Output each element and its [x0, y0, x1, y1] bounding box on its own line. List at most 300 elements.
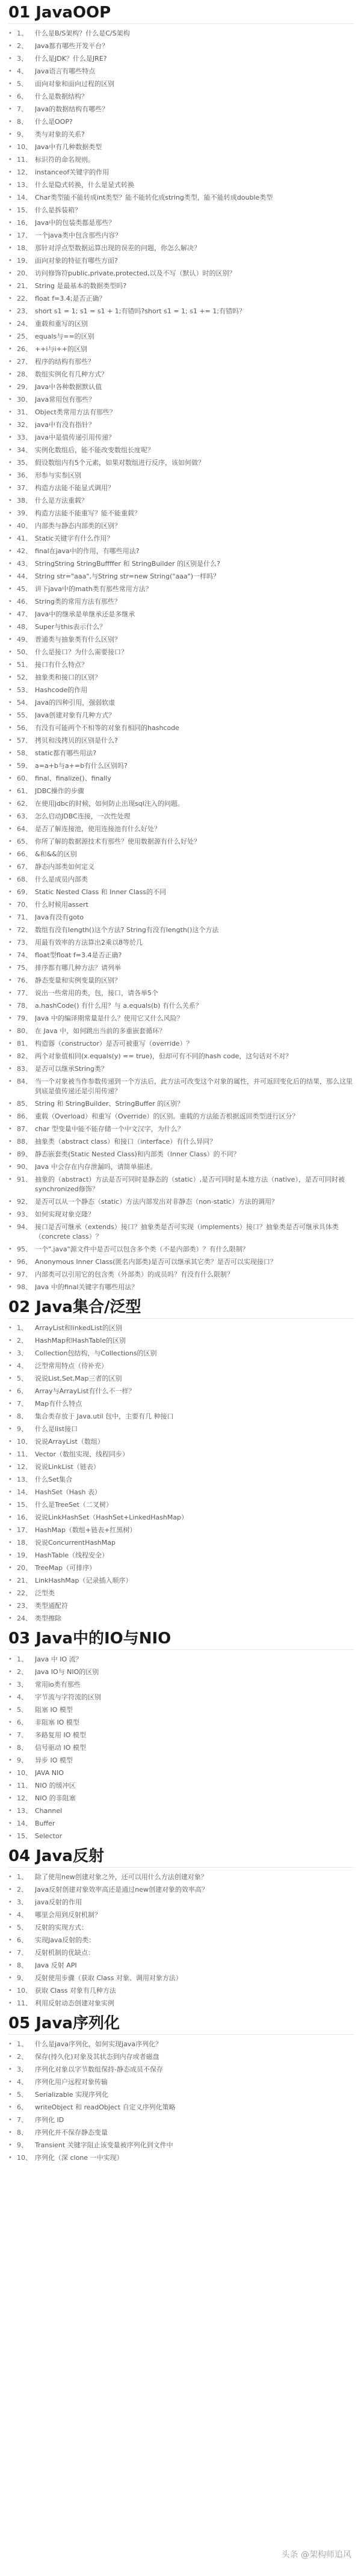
item-number: 13、 [17, 1476, 32, 1483]
bullet-icon: • [8, 396, 12, 403]
item-text: Anonymous Inner Class(匿名内部类)是否可以继承其它类？是否可以实现接口？ [35, 1258, 277, 1266]
list-item [8, 1997, 354, 2010]
bullet-icon: • [8, 1656, 12, 1663]
bullet-icon: • [8, 81, 12, 87]
item-number: 16、 [17, 1513, 32, 1521]
item-number: 11、 [17, 1450, 32, 1458]
item-text: 那针对浮点型数据运算出现的误差的问题，你怎么解决？ [35, 244, 200, 252]
list-item [8, 1256, 354, 1268]
list-item [8, 595, 354, 608]
item-text: Object类常用方法有那些？ [35, 408, 116, 416]
bullet-icon: • [8, 889, 12, 895]
list-item [8, 1830, 354, 1842]
item-text: a.hashCode() 有什么用？与 a.equals(b) 有什么关系？ [35, 1002, 202, 1010]
item-text: 两个对象值相同(x.equals(y) == true)，但却可有不同的hash code，这句话对不对？ [35, 1052, 292, 1060]
list-item [8, 545, 354, 557]
item-text: 抽象类和接口的区别？ [35, 673, 101, 681]
item-number: 85、 [17, 1100, 32, 1108]
item-number: 5、 [17, 1924, 28, 1931]
list-item [8, 204, 354, 216]
list-item [8, 1281, 354, 1293]
item-text: 实现Java反射的类： [35, 1936, 96, 1944]
item-number: 30、 [17, 396, 32, 403]
document [0, 4, 361, 2164]
item-text: java中是值传递引用传递？ [35, 434, 116, 441]
list-item [8, 494, 354, 507]
item-text: String类的常用方法有那些？ [35, 598, 121, 606]
bullet-icon: • [8, 1375, 12, 1382]
bullet-icon: • [8, 1912, 12, 1918]
item-number: 13、 [17, 181, 32, 189]
item-text: 构造器（constructor）是否可被重写（override）？ [35, 1040, 193, 1047]
item-number: 42、 [17, 547, 32, 555]
item-number: 18、 [17, 244, 32, 252]
list-item [8, 355, 354, 368]
item-text: Buffer [35, 1820, 55, 1827]
item-number: 9、 [17, 130, 28, 138]
item-number: 7、 [17, 2116, 28, 2124]
item-number: 96、 [17, 1258, 32, 1266]
list-item [8, 78, 354, 90]
section-title: 03 Java中的IO与NIO [8, 1630, 354, 1650]
list-item [8, 1110, 354, 1123]
list-item [8, 368, 354, 381]
item-number: 49、 [17, 636, 32, 643]
section-java-serialization [8, 2014, 354, 2164]
item-number: 26、 [17, 345, 32, 353]
item-number: 14、 [17, 1820, 32, 1827]
item-number: 84、 [17, 1078, 32, 1085]
bullet-icon: • [8, 2079, 12, 2085]
list-item [8, 2151, 354, 2164]
list-item [8, 974, 354, 987]
item-text: 讲下java中的math类有那些常用方法？ [35, 585, 152, 593]
list-item [8, 141, 354, 153]
bullet-icon: • [8, 2154, 12, 2161]
item-number: 56、 [17, 724, 32, 732]
item-number: 3、 [17, 1681, 28, 1688]
item-text: 在使用jdbc的时候，如何防止出现sql注入的问题。 [35, 800, 184, 808]
bullet-icon: • [8, 1388, 12, 1394]
list-item [8, 267, 354, 280]
item-text: HashMap（数组+链表+红黑树） [35, 1526, 137, 1534]
list-item [8, 1536, 354, 1549]
bullet-icon: • [8, 118, 12, 125]
item-text: 重载和重写的区别 [35, 320, 88, 328]
list-item [8, 90, 354, 103]
list-item [8, 772, 354, 785]
list-item [8, 1037, 354, 1050]
bullet-icon: • [8, 144, 12, 150]
bullet-icon: • [8, 548, 12, 554]
item-text: 说说ConcurrentHashMap [35, 1539, 116, 1547]
list-item [8, 115, 354, 128]
item-text: 面向对象和面向过程的区别 [35, 80, 114, 88]
item-text: String 和 StringBuilder、StringBuffer 的区别？ [35, 1100, 184, 1108]
bullet-icon: • [8, 245, 12, 251]
item-number: 66、 [17, 850, 32, 858]
item-text: Hashcode的作用 [35, 686, 88, 694]
list-item [8, 1173, 354, 1195]
item-text: 类与对象的关系? [35, 130, 85, 138]
list-item [8, 759, 354, 772]
bullet-icon: • [8, 2129, 12, 2136]
list-item [8, 2050, 354, 2063]
item-number: 79、 [17, 1014, 32, 1022]
item-number: 3、 [17, 1349, 28, 1357]
bullet-icon: • [8, 1284, 12, 1290]
bullet-icon: • [8, 30, 12, 37]
bullet-icon: • [8, 586, 12, 592]
list-item [8, 27, 354, 40]
bullet-icon: • [8, 1552, 12, 1559]
list-item [8, 1221, 354, 1243]
list-item [8, 696, 354, 709]
item-number: 36、 [17, 471, 32, 479]
bullet-icon: • [8, 1565, 12, 1571]
item-number: 45、 [17, 585, 32, 593]
bullet-icon: • [8, 1113, 12, 1120]
item-text: Static Nested Class 和 Inner Class的不同 [35, 888, 167, 896]
item-text: Java语言有哪些特点 [35, 67, 96, 75]
bullet-icon: • [8, 1489, 12, 1495]
item-number: 2、 [17, 2053, 28, 2061]
item-number: 5、 [17, 1706, 28, 1714]
item-number: 9、 [17, 1425, 28, 1433]
item-number: 81、 [17, 1040, 32, 1047]
list-item [8, 280, 354, 292]
item-text: 信号驱动 IO 模型 [35, 1744, 86, 1752]
item-text: 什么是B/S架构？什么是C/S架构 [35, 29, 130, 37]
bullet-icon: • [8, 826, 12, 832]
item-text: Map有什么特点 [35, 1400, 82, 1408]
item-text: 常用io类有那些 [35, 1681, 81, 1688]
list-item [8, 1524, 354, 1536]
list-item [8, 292, 354, 305]
item-text: 重载（Overload）和重写（Override）的区别。重载的方法能否根据返回类型进行区分？ [35, 1112, 299, 1120]
bullet-icon: • [8, 1514, 12, 1521]
bullet-icon: • [8, 93, 12, 100]
bullet-icon: • [8, 156, 12, 163]
bullet-icon: • [8, 750, 12, 756]
bullet-icon: • [8, 1350, 12, 1357]
list-item [8, 1385, 354, 1397]
item-number: 75、 [17, 964, 32, 972]
bullet-icon: • [8, 1224, 12, 1230]
list-item [8, 507, 354, 520]
bullet-icon: • [8, 1833, 12, 1839]
item-number: 10、 [17, 1769, 32, 1777]
list-item [8, 229, 354, 242]
item-number: 8、 [17, 118, 28, 126]
item-text: 抽象类（abstract class）和接口（interface）有什么异同？ [35, 1138, 217, 1145]
item-text: char 型变量中能不能存储一个中文汉字，为什么？ [35, 1125, 184, 1133]
question-list [8, 1653, 354, 1842]
bullet-icon: • [8, 1987, 12, 1994]
item-number: 47、 [17, 610, 32, 618]
item-text: 内部类可以引用它的包含类（外部类）的成员吗？有没有什么限制？ [35, 1271, 233, 1278]
item-text: 什么是方法重载？ [35, 497, 88, 504]
item-text: float f=3.4;是否正确？ [35, 295, 106, 302]
item-text: 排序都有哪几种方法？请列举 [35, 964, 121, 972]
list-item [8, 1268, 354, 1281]
item-text: 抽象的（abstract）方法是否可同时是静态的（static）,是否可同时是本地方法（native），是否可同时被synchronized修饰？ [35, 1176, 345, 1193]
item-text: java中有没有指针？ [35, 421, 96, 429]
item-text: 反射机制的优缺点： [35, 1949, 94, 1957]
item-text: 序列化并不保存静态变量 [35, 2129, 108, 2136]
bullet-icon: • [8, 560, 12, 567]
bullet-icon: • [8, 485, 12, 491]
bullet-icon: • [8, 1899, 12, 1906]
item-number: 37、 [17, 484, 32, 492]
item-number: 34、 [17, 446, 32, 454]
item-text: 如何实现对象克隆？ [35, 1210, 94, 1218]
list-item [8, 1805, 354, 1817]
bullet-icon: • [8, 1975, 12, 1981]
bullet-icon: • [8, 636, 12, 643]
list-item [8, 128, 354, 141]
item-text: 怎么启动JDBC连接，一次性处理 [35, 812, 131, 820]
item-text: Char类型能不能转成int类型？能不能转化成string类型，能不能转成double类型 [35, 194, 273, 201]
item-number: 20、 [17, 1564, 32, 1572]
item-text: Java中的继承是单继承还是多继承 [35, 610, 135, 618]
bullet-icon: • [8, 1937, 12, 1943]
item-number: 53、 [17, 686, 32, 694]
item-number: 7、 [17, 1731, 28, 1739]
list-item [8, 936, 354, 949]
list-item [8, 734, 354, 747]
list-item [8, 1704, 354, 1716]
list-item [8, 1243, 354, 1256]
list-item [8, 469, 354, 482]
list-item [8, 873, 354, 886]
list-item [8, 999, 354, 1012]
item-number: 24、 [17, 320, 32, 328]
bullet-icon: • [8, 737, 12, 744]
list-item [8, 848, 354, 860]
watermark: 头条 @架构师追风 [278, 2547, 355, 2562]
bullet-icon: • [8, 624, 12, 630]
question-list [8, 1322, 354, 1625]
item-text: instanceof关键字的作用 [35, 168, 110, 176]
item-text: 什么是java序列化，如何实现java序列化？ [35, 2040, 162, 2048]
bullet-icon: • [8, 207, 12, 213]
item-text: 数组有没有length()这个方法? String有没有length()这个方法 [35, 926, 219, 934]
item-text: 利用反射动态创建对象实例 [35, 1999, 114, 2007]
item-text: Java反射创建对象效率高还是通过new创建对象的效率高？ [35, 1886, 208, 1894]
list-item [8, 860, 354, 873]
question-list [8, 27, 354, 1293]
list-item [8, 1012, 354, 1025]
list-item [8, 1934, 354, 1946]
item-text: String 是最基本的数据类型吗? [35, 282, 127, 290]
list-item [8, 330, 354, 343]
item-number: 7、 [17, 1949, 28, 1957]
item-number: 43、 [17, 560, 32, 568]
item-number: 55、 [17, 711, 32, 719]
item-text: 标识符的命名规则。 [35, 156, 94, 164]
item-text: Java 中会存在内存泄漏吗，请简单描述。 [35, 1163, 157, 1171]
section-javaoop [8, 4, 354, 1293]
item-text: 是否可以从一个静态（static）方法内部发出对非静态（non-static）方法的调用？ [35, 1198, 279, 1206]
list-item [8, 431, 354, 444]
item-text: 泛型常用特点（待补充） [35, 1362, 108, 1370]
list-item [8, 1716, 354, 1729]
bullet-icon: • [8, 1539, 12, 1546]
list-item [8, 179, 354, 191]
item-number: 74、 [17, 951, 32, 959]
item-number: 14、 [17, 1488, 32, 1496]
item-number: 98、 [17, 1283, 32, 1291]
item-number: 17、 [17, 232, 32, 239]
list-item [8, 1334, 354, 1347]
item-text: 你所了解的数据源技术有那些？使用数据源有什么好处？ [35, 838, 200, 845]
list-item [8, 1486, 354, 1498]
item-number: 35、 [17, 459, 32, 467]
bullet-icon: • [8, 1820, 12, 1827]
bullet-icon: • [8, 977, 12, 984]
bullet-icon: • [8, 1615, 12, 1622]
list-item [8, 1397, 354, 1410]
item-number: 92、 [17, 1198, 32, 1206]
list-item [8, 65, 354, 78]
item-number: 15、 [17, 206, 32, 214]
item-number: 18、 [17, 1539, 32, 1547]
bullet-icon: • [8, 2117, 12, 2123]
bullet-icon: • [8, 1066, 12, 1072]
bullet-icon: • [8, 990, 12, 996]
bullet-icon: • [8, 1325, 12, 1331]
item-text: ++i与i++的区别 [35, 345, 87, 353]
item-text: equals与==的区别 [35, 333, 94, 340]
item-number: 83、 [17, 1065, 32, 1073]
item-number: 65、 [17, 838, 32, 845]
item-number: 8、 [17, 1412, 28, 1420]
list-item [8, 633, 354, 646]
item-text: 说说LinkList（链表） [35, 1463, 100, 1471]
item-text: Java中有几种数据类型 [35, 143, 102, 151]
item-text: Java创建对象有几种方式？ [35, 711, 116, 719]
list-item [8, 722, 354, 734]
item-number: 21、 [17, 1577, 32, 1584]
item-number: 60、 [17, 774, 32, 782]
question-list [8, 1871, 354, 2010]
bullet-icon: • [8, 1962, 12, 1969]
item-text: Java有没有goto [35, 913, 84, 921]
item-text: 构造方法能不能显式调用？ [35, 484, 114, 492]
list-item [8, 1946, 354, 1959]
item-text: 说说LinkHashSet（HashSet+LinkedHashMap） [35, 1513, 188, 1521]
item-number: 51、 [17, 661, 32, 669]
item-text: 静态嵌套类(Static Nested Class)和内部类（Inner Class）的不同？ [35, 1150, 240, 1158]
list-item [8, 1921, 354, 1934]
item-number: 94、 [17, 1223, 32, 1231]
bullet-icon: • [8, 901, 12, 908]
bullet-icon: • [8, 788, 12, 794]
list-item [8, 2076, 354, 2088]
item-text: 什么Set集合 [35, 1476, 73, 1483]
bullet-icon: • [8, 1400, 12, 1407]
bullet-icon: • [8, 1126, 12, 1132]
list-item [8, 2088, 354, 2101]
item-text: 用最有效率的方法算出2乘以8等於几 [35, 939, 143, 946]
bullet-icon: • [8, 1782, 12, 1789]
item-text: 访问修饰符public,private,protected,以及不写（默认）时的区别？ [35, 269, 236, 277]
item-number: 76、 [17, 977, 32, 984]
item-text: 序列化对象以字节数组保持-静态成员不保存 [35, 2065, 163, 2073]
item-number: 57、 [17, 737, 32, 744]
list-item [8, 785, 354, 797]
item-text: 什么是TreeSet（二叉树） [35, 1501, 113, 1509]
item-text: 拷贝和浅拷贝的区别是什么? [35, 737, 118, 744]
item-text: Serializable 实现序列化 [35, 2091, 108, 2099]
item-text: Java都有哪些开发平台？ [35, 42, 109, 50]
item-number: 46、 [17, 598, 32, 606]
list-item [8, 2126, 354, 2139]
item-number: 28、 [17, 370, 32, 378]
item-text: 在 Java 中，如何跳出当前的多重嵌套循环？ [35, 1027, 166, 1035]
list-item [8, 317, 354, 330]
item-text: 一个java类中包含那些内容？ [35, 232, 122, 239]
item-number: 50、 [17, 648, 32, 656]
list-item [8, 987, 354, 999]
item-text: 除了使用new创建对象之外，还可以用什么方法创建对象？ [35, 1873, 208, 1881]
item-text: float型float f=3.4是否正确? [35, 951, 122, 959]
bullet-icon: • [8, 611, 12, 618]
bullet-icon: • [8, 939, 12, 946]
item-number: 95、 [17, 1245, 32, 1253]
item-number: 1、 [17, 29, 28, 37]
bullet-icon: • [8, 270, 12, 277]
list-item [8, 1372, 354, 1385]
list-item [8, 1148, 354, 1161]
item-text: Vector（数组实现、线程同步） [35, 1450, 129, 1458]
item-text: Super与this表示什么？ [35, 623, 106, 631]
item-number: 11、 [17, 156, 32, 164]
item-number: 2、 [17, 1337, 28, 1345]
list-item [8, 419, 354, 431]
list-item [8, 166, 354, 179]
list-item [8, 1410, 354, 1423]
bullet-icon: • [8, 712, 12, 719]
bullet-icon: • [8, 1337, 12, 1344]
bullet-icon: • [8, 194, 12, 201]
bullet-icon: • [8, 1808, 12, 1814]
item-text: TreeMap（可排序） [35, 1564, 96, 1572]
item-number: 16、 [17, 219, 32, 227]
item-number: 77、 [17, 989, 32, 997]
item-text: NIO 的非阻塞 [35, 1794, 76, 1802]
item-number: 91、 [17, 1176, 32, 1183]
item-number: 23、 [17, 1602, 32, 1610]
list-item [8, 2038, 354, 2050]
bullet-icon: • [8, 1164, 12, 1170]
bullet-icon: • [8, 1040, 12, 1047]
bullet-icon: • [8, 295, 12, 302]
item-text: 数组实例化有几种方式？ [35, 370, 108, 378]
item-text: JDBC操作的步骤 [35, 787, 84, 795]
list-item [8, 1025, 354, 1037]
item-number: 58、 [17, 749, 32, 757]
item-number: 6、 [17, 1936, 28, 1944]
item-number: 5、 [17, 1375, 28, 1382]
item-text: 获取 Class 对象有几种方法 [35, 1987, 116, 1995]
item-number: 13、 [17, 1807, 32, 1815]
item-text: 一个".java"源文件中是否可以包含多个类（不是内部类）？有什么限制？ [35, 1245, 249, 1253]
list-item [8, 1612, 354, 1625]
item-text: Java 中 IO 流？ [35, 1655, 82, 1663]
bullet-icon: • [8, 775, 12, 782]
